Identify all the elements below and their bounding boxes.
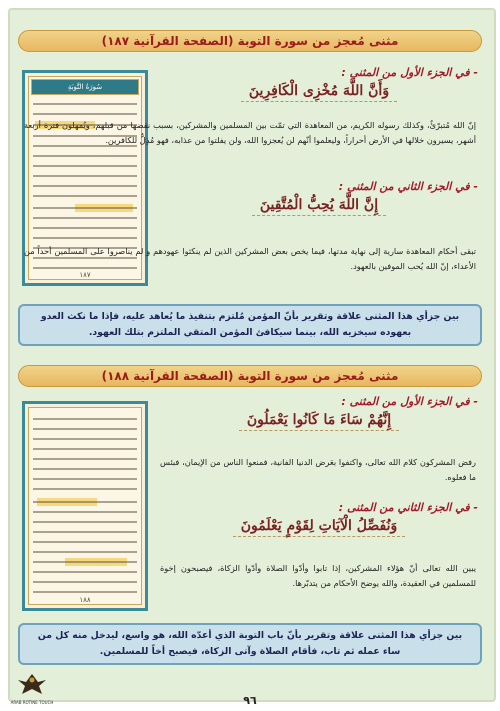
part1 xyxy=(160,395,478,431)
page-number: ٩٦ xyxy=(243,694,257,707)
mushaf-page-number: ١٨٨ xyxy=(79,596,91,604)
mushaf-page-image xyxy=(22,401,148,611)
paragraph-2: تبقى أحكام المعاهدة سارية إلى نهاية مدتها، فيما يخص بعض المشركين الذين لم ينكثوا عهودهم و لم يناصروا على المسلمين أحداً من الأعداء، إنّ الله يُحب الموفين بالعهود. xyxy=(24,246,476,271)
section-title: مثنى مُعجز من سورة التوبة (الصفحة القرآنية ١٨٧) xyxy=(18,30,482,52)
section-187 xyxy=(18,30,482,352)
part2-heading: - في الجزء الثاني من المثنى : xyxy=(338,180,478,193)
section-title: مثنى مُعجز من سورة التوبة (الصفحة القرآنية ١٨٨) xyxy=(18,365,482,387)
verse-2: وَنُفَصِّلُ الْآيَاتِ لِقَوْمٍ يَعْلَمُونَ xyxy=(160,518,478,537)
section-188 xyxy=(18,365,482,670)
summary-box: بين جزأي هذا المثنى علاقة وتقرير بأنّ باب التوبة الذي أعدّه الله، هو واسع، ليدخل منه كل من ساء عمله ثم تاب، فأقام الصلاة وآتى الزكاة، فيصبح أخاً للمسلمين. xyxy=(18,623,482,665)
logo-caption: ARAB ROTINE TOUCH xyxy=(10,700,54,705)
part2 xyxy=(160,180,478,216)
verse-2: إِنَّ اللَّهَ يُحِبُّ الْمُتَّقِينَ xyxy=(160,197,478,216)
verse-1: إِنَّهُمْ سَاءَ مَا كَانُوا يَعْمَلُونَ xyxy=(160,412,478,431)
paragraph-1: إنّ الله مُتبرّئٌ، وكذلك رسوله الكريم، من المعاهدة التي تمّت بين المسلمين والمشركين، بسبب نقضها من قبلهم، ويُمهلون فترة أربعة أشهر، يسيرون خلالها في الأرض أحراراً، وليعلموا أنّهم لن يُعجزوا الله، ولن يفلتوا من عذابه، فهو مُذِلٌّ للكافرين. xyxy=(24,120,476,145)
part2 xyxy=(160,501,478,537)
part2-heading: - في الجزء الثاني من المثنى : xyxy=(338,501,478,514)
paragraph-2: يبين الله تعالى أنّ هؤلاء المشركين، إذا تابوا وأدّوا الصلاة وأدّوا الزكاة، فيصبحون إخوة للمسلمين في العقيدة، والله يوضح الأحكام من يتدبّرها. xyxy=(160,563,476,588)
mushaf-page-number: ١٨٧ xyxy=(79,271,91,279)
part1 xyxy=(160,66,478,102)
part1-heading: - في الجزء الأول من المثنى : xyxy=(341,66,478,79)
verse-1: وَأَنَّ اللَّهَ مُخْزِى الْكَافِرِينَ xyxy=(160,83,478,102)
summary-box: بين جزأي هذا المثنى علاقة وتقرير بأنّ المؤمن مُلتزم بتنفيذ ما يُعاهد عليه، فإذا ما نكث العدو بعهوده سيخزيه الله، بينما سيكافئ المؤمن المتقي الملتزم بتلك العهود. xyxy=(18,304,482,346)
sura-name: سُورَةُ التَّوبَةِ xyxy=(31,79,139,95)
part1-heading: - في الجزء الأول من المثنى : xyxy=(341,395,478,408)
paragraph-1: رفض المشركون كلام الله تعالى، واكتفوا بعَرض الدنيا الفانية، فمنعوا الناس من الإيمان، فبئس ما فعلوه. xyxy=(160,457,476,482)
